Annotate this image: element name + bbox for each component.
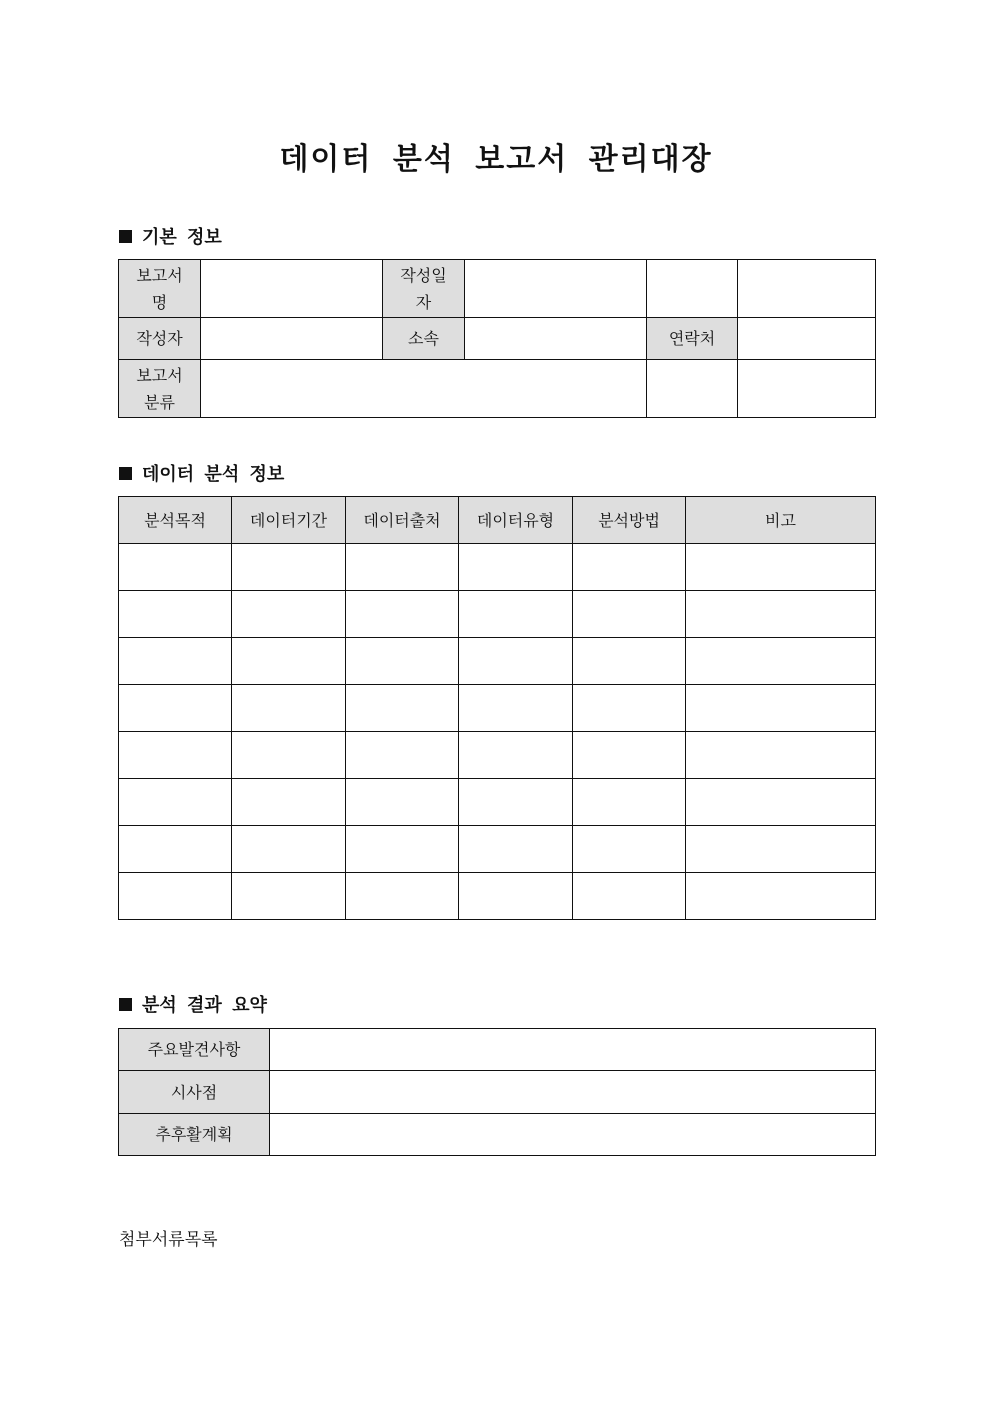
table-cell[interactable]	[686, 638, 876, 685]
table-cell[interactable]	[459, 544, 573, 591]
table-cell[interactable]	[232, 732, 346, 779]
table-cell[interactable]	[573, 638, 686, 685]
blank-cell[interactable]	[738, 360, 876, 418]
section-heading-basic-info	[119, 223, 222, 249]
square-bullet-icon	[119, 998, 132, 1011]
table-row	[119, 544, 876, 591]
follow-up-plan-field[interactable]	[270, 1114, 876, 1156]
table-cell[interactable]	[232, 638, 346, 685]
table-cell[interactable]	[119, 826, 232, 873]
document-title: 데이터 분석 보고서 관리대장	[279, 142, 713, 177]
header-analysis-method: 분석방법	[573, 497, 686, 544]
author-label: 작성자	[119, 318, 201, 360]
table-cell[interactable]	[573, 826, 686, 873]
table-row	[119, 732, 876, 779]
table-cell[interactable]	[573, 732, 686, 779]
table-cell[interactable]	[573, 779, 686, 826]
table-cell[interactable]	[459, 638, 573, 685]
table-cell[interactable]	[346, 779, 459, 826]
table-row	[119, 779, 876, 826]
table-cell[interactable]	[232, 826, 346, 873]
key-findings-label: 주요발견사항	[119, 1029, 270, 1071]
table-cell[interactable]	[119, 779, 232, 826]
table-cell[interactable]	[686, 591, 876, 638]
table-cell[interactable]	[686, 779, 876, 826]
table-cell[interactable]	[686, 826, 876, 873]
table-cell[interactable]	[686, 685, 876, 732]
table-cell[interactable]	[573, 685, 686, 732]
blank-cell[interactable]	[647, 360, 738, 418]
data-analysis-table	[118, 496, 876, 920]
table-cell[interactable]	[232, 591, 346, 638]
blank-cell[interactable]	[738, 260, 876, 318]
report-category-label: 보고서 분류	[119, 360, 201, 418]
table-cell[interactable]	[119, 544, 232, 591]
table-cell[interactable]	[686, 732, 876, 779]
table-row	[119, 826, 876, 873]
blank-cell[interactable]	[647, 260, 738, 318]
table-row	[119, 591, 876, 638]
table-cell[interactable]	[346, 732, 459, 779]
table-cell[interactable]	[459, 732, 573, 779]
table-cell[interactable]	[119, 873, 232, 920]
table-cell[interactable]	[459, 826, 573, 873]
follow-up-plan-label: 추후활계획	[119, 1114, 270, 1156]
contact-field[interactable]	[738, 318, 876, 360]
report-name-label: 보고서 명	[119, 260, 201, 318]
author-field[interactable]	[201, 318, 383, 360]
department-field[interactable]	[465, 318, 647, 360]
square-bullet-icon	[119, 467, 132, 480]
table-cell[interactable]	[346, 638, 459, 685]
implications-label: 시사점	[119, 1071, 270, 1114]
basic-info-table	[118, 259, 876, 418]
section-heading-result-summary	[119, 991, 267, 1017]
table-cell[interactable]	[459, 873, 573, 920]
table-cell[interactable]	[119, 685, 232, 732]
section-heading-data-analysis	[119, 460, 284, 486]
section-heading-text: 기본 정보	[142, 227, 222, 248]
header-remarks: 비고	[686, 497, 876, 544]
table-cell[interactable]	[346, 544, 459, 591]
table-cell[interactable]	[459, 685, 573, 732]
table-cell[interactable]	[346, 826, 459, 873]
table-cell[interactable]	[119, 638, 232, 685]
table-cell[interactable]	[119, 591, 232, 638]
table-cell[interactable]	[686, 544, 876, 591]
table-cell[interactable]	[573, 544, 686, 591]
table-cell[interactable]	[573, 591, 686, 638]
attachments-list-label: 첨부서류목록	[119, 1230, 218, 1250]
table-cell[interactable]	[573, 873, 686, 920]
header-data-type: 데이터유형	[459, 497, 573, 544]
implications-field[interactable]	[270, 1071, 876, 1114]
table-cell[interactable]	[686, 873, 876, 920]
report-category-field[interactable]	[201, 360, 647, 418]
table-cell[interactable]	[232, 779, 346, 826]
table-cell[interactable]	[232, 544, 346, 591]
table-row	[119, 638, 876, 685]
table-cell[interactable]	[232, 685, 346, 732]
header-data-period: 데이터기간	[232, 497, 346, 544]
header-data-source: 데이터출처	[346, 497, 459, 544]
square-bullet-icon	[119, 230, 132, 243]
section-heading-text: 분석 결과 요약	[142, 995, 267, 1016]
header-analysis-purpose: 분석목적	[119, 497, 232, 544]
section-heading-text: 데이터 분석 정보	[142, 464, 285, 485]
key-findings-field[interactable]	[270, 1029, 876, 1071]
table-row	[119, 873, 876, 920]
table-cell[interactable]	[346, 873, 459, 920]
table-cell[interactable]	[119, 732, 232, 779]
created-date-label: 작성일 자	[383, 260, 465, 318]
department-label: 소속	[383, 318, 465, 360]
table-cell[interactable]	[346, 591, 459, 638]
report-name-field[interactable]	[201, 260, 383, 318]
table-cell[interactable]	[346, 685, 459, 732]
table-cell[interactable]	[459, 779, 573, 826]
contact-label: 연락처	[647, 318, 738, 360]
table-cell[interactable]	[232, 873, 346, 920]
result-summary-table	[118, 1028, 876, 1156]
table-cell[interactable]	[459, 591, 573, 638]
table-row	[119, 685, 876, 732]
created-date-field[interactable]	[465, 260, 647, 318]
